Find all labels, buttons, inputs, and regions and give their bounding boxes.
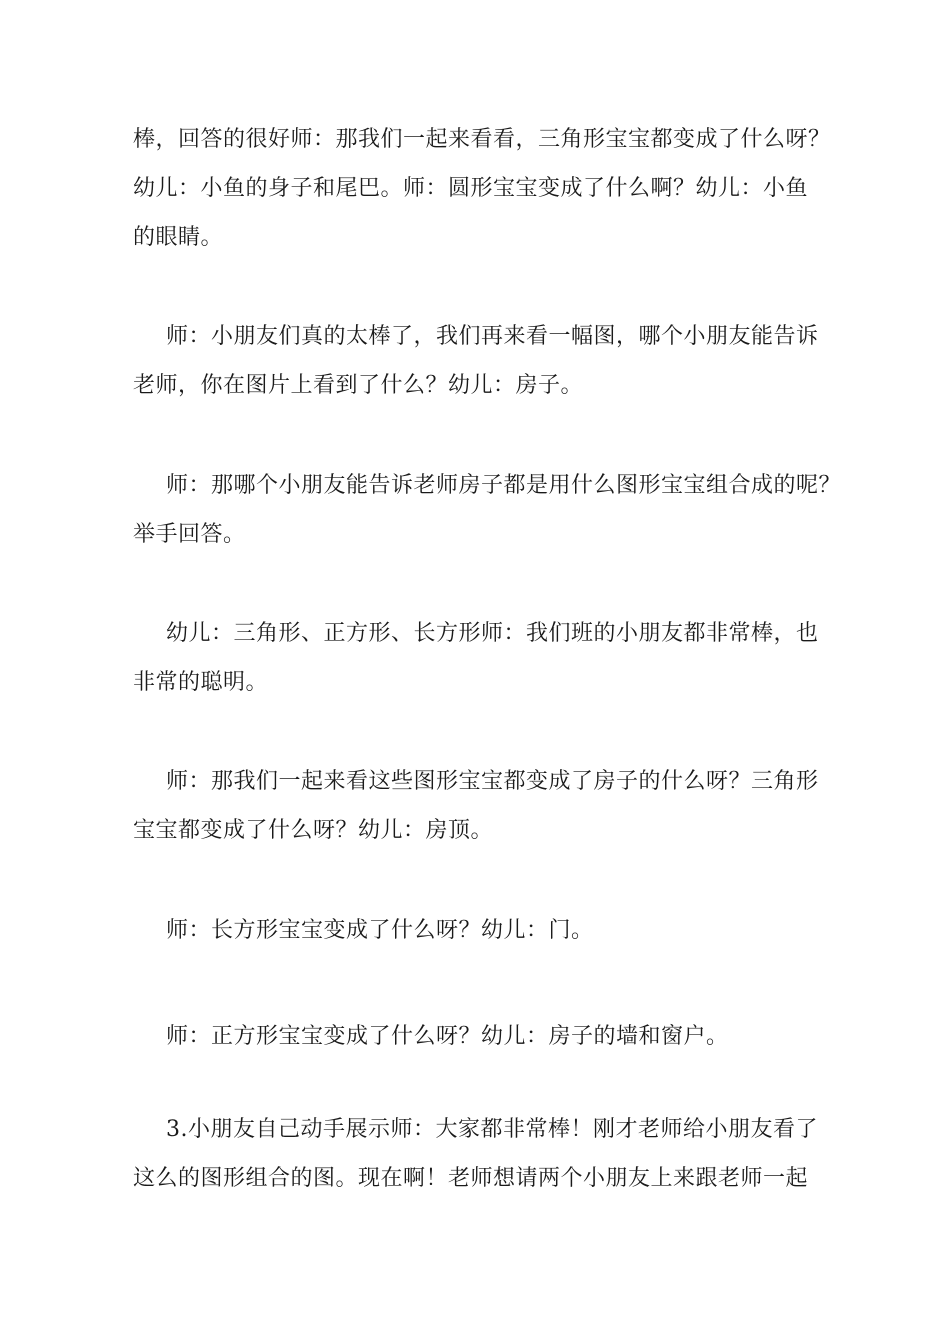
text-line: 棒，回答的很好师：那我们一起来看看，三角形宝宝都变成了什么呀？ (133, 127, 831, 152)
text-line: 师：那哪个小朋友能告诉老师房子都是用什么图形宝宝组合成的呢？ (166, 473, 842, 498)
text-line: 宝宝都变成了什么呀？幼儿：房顶。 (133, 818, 494, 843)
text-line: 举手回答。 (133, 522, 246, 547)
text-line: 的眼睛。 (133, 225, 224, 250)
text-line: 师：正方形宝宝变成了什么呀？幼儿：房子的墙和窗户。 (166, 1024, 729, 1049)
text-line: 这么的图形组合的图。现在啊！老师想请两个小朋友上来跟老师一起 (133, 1166, 809, 1191)
text-line: 师：那我们一起来看这些图形宝宝都变成了房子的什么呀？三角形 (166, 769, 819, 794)
text-line: 师：小朋友们真的太棒了，我们再来看一幅图，哪个小朋友能告诉 (166, 324, 819, 349)
text-line: 幼儿：小鱼的身子和尾巴。师：圆形宝宝变成了什么啊？幼儿：小鱼 (133, 176, 809, 201)
text-line: 师：长方形宝宝变成了什么呀？幼儿：门。 (166, 918, 594, 943)
text-line: 非常的聪明。 (133, 670, 269, 695)
text-line: 3.小朋友自己动手展示师：大家都非常棒！刚才老师给小朋友看了 (166, 1117, 818, 1142)
text-line: 幼儿：三角形、正方形、长方形师：我们班的小朋友都非常棒，也 (166, 621, 819, 646)
text-line: 老师，你在图片上看到了什么？幼儿：房子。 (133, 373, 584, 398)
